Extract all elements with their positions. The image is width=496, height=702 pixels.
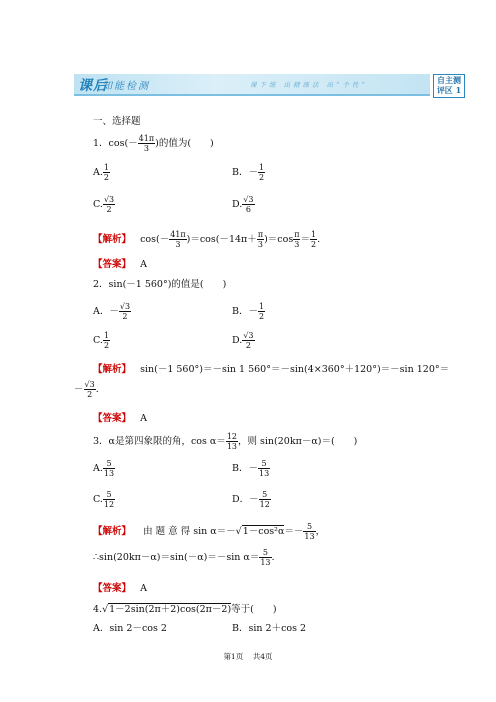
question-1 — [93, 134, 214, 153]
banner-title: 课后 — [78, 78, 108, 94]
q1-suffix: )的值为( ) — [155, 138, 214, 149]
q1-fraction: $\frac{41\pi}{3}$ — [138, 134, 155, 153]
page-footer — [0, 651, 496, 662]
banner-slogan: 课下练 出精练法 出“个性” — [250, 81, 368, 89]
q1-option-b[interactable]: B．－ $\frac{1}{2}$ — [232, 163, 265, 182]
q4-option-a[interactable]: A．sin 2－cos 2 — [93, 623, 167, 634]
q1-solution: 【解析】 cos(－ $\frac{41\pi}{3}$ )＝cos(－14π＋ $\frac{\pi}{3}$ )＝cos $\frac{\pi}{3}$ ＝ $\frac{1}{2}$ . — [93, 230, 321, 249]
q1-option-a[interactable]: A. $\frac{1}{2}$ — [93, 163, 109, 182]
q3-solution: 【解析】 由 题 意 得 sin α＝－√1－cos²α＝－ $\frac{5}{13}$ ， — [93, 522, 326, 541]
q2-option-b[interactable]: B．－ $\frac{1}{2}$ — [232, 302, 265, 321]
section-banner — [74, 74, 430, 96]
q2-answer-value: A — [140, 413, 147, 424]
q3-answer-label: 【答案】 — [93, 583, 132, 594]
q1-answer — [93, 256, 147, 270]
q2-answer — [93, 410, 147, 424]
page-total: 共4页 — [252, 652, 273, 661]
q1-option-c[interactable]: C. $\frac{√3}{2}$ — [93, 195, 115, 214]
q2-option-c[interactable]: C. $\frac{1}{2}$ — [93, 331, 110, 350]
section-heading: 一、选择题 — [93, 116, 141, 127]
q3-answer — [93, 580, 147, 594]
q3-option-a[interactable]: A. $\frac{5}{13}$ — [93, 459, 115, 478]
q3-option-d[interactable]: D．－ $\frac{5}{12}$ — [232, 490, 270, 509]
q3-solution-cont: ∴sin(20kπ－α)＝sin(－α)＝－sin α＝ $\frac{5}{13}$ . — [93, 548, 275, 567]
badge-line-2: 评区 1 — [436, 85, 462, 95]
question-2: 2．sin(－1 560°)的值是( ) — [93, 279, 227, 290]
banner-subtitle: 知能检测 — [102, 81, 150, 92]
q1-prefix: 1．cos(－ — [93, 138, 138, 149]
q1-answer-label: 【答案】 — [93, 259, 132, 270]
q1-answer-value: A — [140, 259, 147, 270]
q1-solution-label: 【解析】 — [93, 234, 132, 245]
q2-answer-label: 【答案】 — [93, 413, 132, 424]
q2-option-a[interactable]: A．－ $\frac{√3}{2}$ — [93, 302, 131, 321]
q1-option-d[interactable]: D. $\frac{√3}{6}$ — [232, 195, 254, 214]
q2-solution-label: 【解析】 — [93, 364, 132, 375]
page-number: 第1页 — [223, 652, 244, 661]
q2-solution-cont: － $\frac{√3}{2}$ . — [74, 380, 99, 399]
q3-answer-value: A — [140, 583, 147, 594]
q2-solution: 【解析】 sin(－1 560°)＝－sin 1 560°＝－sin(4×360°＋120°)＝－sin 120°＝ — [93, 364, 450, 375]
question-3: 3．α是第四象限的角，cos α＝ $\frac{12}{13}$ ，则 sin(20kπ－α)＝( ) — [93, 432, 358, 451]
q3-solution-label: 【解析】 — [93, 526, 132, 537]
question-4: 4.√1－2sin(2π＋2)cos(2π－2)等于( ) — [93, 604, 277, 615]
q4-option-b[interactable]: B．sin 2＋cos 2 — [232, 623, 307, 634]
badge-line-1: 自主测 — [437, 75, 461, 85]
q3-option-b[interactable]: B．－ $\frac{5}{13}$ — [232, 459, 270, 478]
q3-option-c[interactable]: C. $\frac{5}{12}$ — [93, 490, 115, 509]
q2-option-d[interactable]: D. $\frac{√3}{2}$ — [232, 331, 254, 350]
self-test-badge[interactable] — [433, 74, 465, 98]
